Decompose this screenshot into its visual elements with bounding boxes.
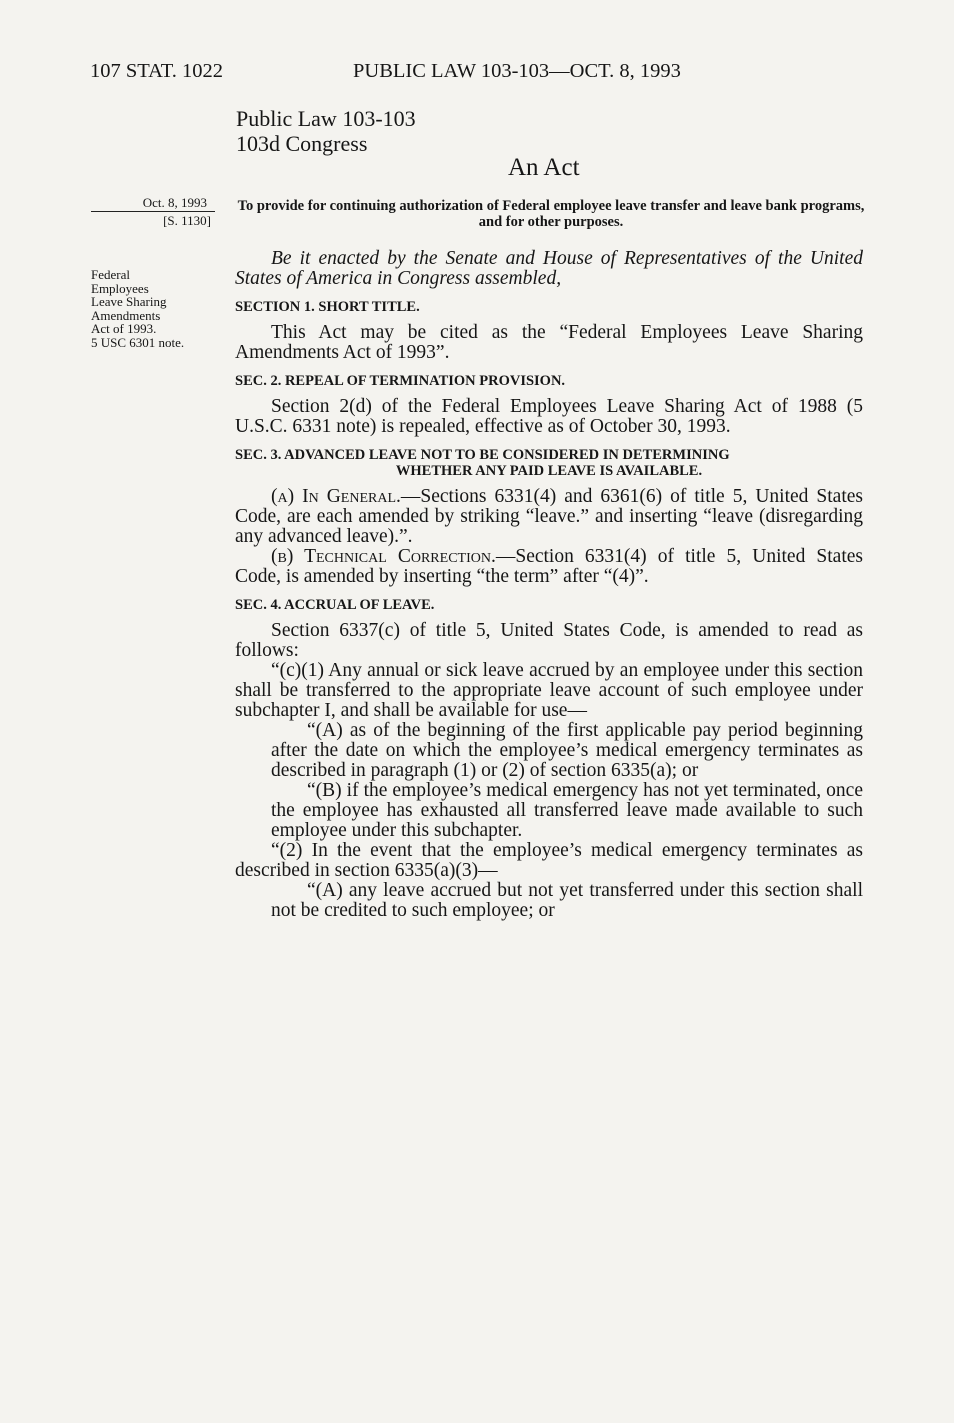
statute-page-number: 107 STAT. 1022	[90, 60, 223, 82]
section-3-heading	[235, 447, 863, 479]
sidebar-note-line: Employees	[91, 280, 149, 296]
section-3a-text	[235, 487, 863, 547]
congress-title: 103d Congress	[236, 131, 368, 156]
section-4-paragraph-c2: “(2) In the event that the employee’s medical emergency terminates as described in section 6335(a)(3)—	[235, 840, 863, 881]
section-3b-body: —Section 6331(4) of title 5, United States Code, is amended by inserting “the term” after “(4)”.	[235, 546, 863, 587]
section-3-heading-line: WHETHER ANY PAID LEAVE IS AVAILABLE.	[395, 463, 703, 479]
section-4-subparagraph-c1B: “(B) if the employee’s medical emergency has not yet terminated, once the employee has exhausted all transferred leave made available to such employee under this subchapter.	[271, 780, 863, 841]
running-head	[90, 60, 870, 90]
section-3-heading-line: SEC. 3. ADVANCED LEAVE NOT TO BE CONSIDERED IN DETERMINING	[235, 447, 730, 463]
section-3a-body: —Sections 6331(4) and 6361(6) of title 5, United States Code, are each amended by striking “leave.” and inserting “leave (disregarding any advanced leave).”.	[235, 486, 863, 547]
section-3b-text	[235, 547, 863, 587]
section-4-heading: SEC. 4. ACCRUAL OF LEAVE.	[235, 597, 435, 613]
section-4-subparagraph-c1A: “(A) as of the beginning of the first applicable pay period beginning after the date on which the employee’s medical emergency terminates as described in paragraph (1) or (2) of section 6335(a); or	[271, 720, 863, 781]
sidebar-note-line: Amendments	[91, 307, 161, 323]
section-4-subparagraphs	[271, 721, 863, 841]
section-4-subparagraph-c2A: “(A) any leave accrued but not yet transferred under this section shall not be credited to such employee; or	[271, 880, 863, 921]
law-header: PUBLIC LAW 103-103—OCT. 8, 1993	[353, 60, 681, 82]
enacting-clause: Be it enacted by the Senate and House of Representatives of the United States of America in Congress assembled,	[235, 248, 863, 289]
purpose-statement: To provide for continuing authorization of Federal employee leave transfer and leave bank programs, and for other purposes.	[237, 198, 865, 230]
title-block	[236, 106, 416, 156]
act-heading: An Act	[508, 154, 580, 181]
public-law-title: Public Law 103-103	[236, 106, 416, 131]
section-3b-label: (b) Technical Correction.	[271, 546, 496, 567]
sidebar-note-line: Federal	[91, 267, 130, 282]
section-2-heading: SEC. 2. REPEAL OF TERMINATION PROVISION.	[235, 373, 566, 389]
section-2-text: Section 2(d) of the Federal Employees Leave Sharing Act of 1988 (5 U.S.C. 6331 note) is repealed, effective as of October 30, 1993.	[235, 396, 863, 437]
document-body	[235, 249, 863, 921]
sidebar-short-title-note	[91, 268, 231, 349]
section-4-paragraph-c1: “(c)(1) Any annual or sick leave accrued by an employee under this section shall be transferred to the appropriate leave account of such employee under subchapter I, and shall be available for use—	[235, 660, 863, 721]
section-4-intro: Section 6337(c) of title 5, United States Code, is amended to read as follows:	[235, 620, 863, 661]
sidebar-note-line: 5 USC 6301 note.	[91, 334, 185, 350]
section-3a-label: (a) In General.	[271, 486, 401, 507]
section-1-text: This Act may be cited as the “Federal Employees Leave Sharing Amendments Act of 1993”.	[235, 322, 863, 363]
sidebar-note-line: Leave Sharing	[91, 294, 167, 309]
section-4-subparagraphs-2	[271, 881, 863, 921]
sidebar-note-line: Act of 1993.	[91, 321, 157, 336]
sidebar-date-note	[91, 196, 221, 227]
bill-number: [S. 1130]	[163, 212, 211, 228]
section-1-heading: SECTION 1. SHORT TITLE.	[235, 299, 420, 315]
enactment-date: Oct. 8, 1993	[91, 196, 215, 212]
